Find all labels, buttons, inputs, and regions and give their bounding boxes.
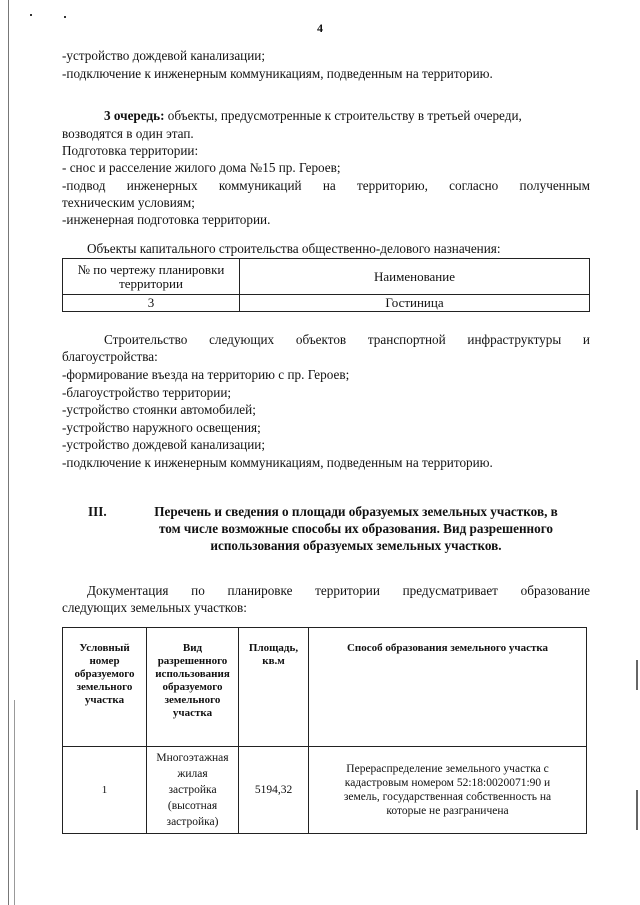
header-cell: Вид разрешенного использования образуемого земельного участка: [147, 628, 239, 747]
list-item: -устройство стоянки автомобилей;: [62, 402, 256, 417]
scan-edge-right: [636, 790, 638, 830]
table-capital-objects: [62, 258, 590, 312]
table-cell: 3: [63, 295, 240, 312]
scan-dot: [64, 16, 66, 18]
table-cell: 5194,32: [239, 747, 309, 834]
table-cell: Гостиница: [240, 295, 590, 312]
scan-edge-left-lower: [14, 700, 15, 905]
heading-line: Перечень и сведения о площади образуемых земельных участков, в: [154, 504, 558, 519]
header-cell: Наименование: [240, 259, 590, 295]
heading-line: использования образуемых земельных участков.: [210, 538, 502, 553]
table-row: [63, 295, 590, 312]
list-item: - снос и расселение жилого дома №15 пр. Героев;: [62, 160, 341, 175]
section-numeral: III.: [88, 504, 107, 519]
text-line-justified: Строительство следующих объектов транспортной инфраструктуры и: [104, 332, 590, 347]
list-item: -подключение к инженерным коммуникациям, подведенным на территорию.: [62, 455, 493, 470]
text-line-justified: Документация по планировке территории предусматривает образование: [87, 583, 590, 598]
table-row: [63, 747, 587, 834]
table1-caption: Объекты капитального строительства общественно-делового назначения:: [87, 241, 501, 256]
table-land-plots: [62, 627, 587, 834]
list-item: -формирование въезда на территорию с пр. Героев;: [62, 367, 350, 382]
header-cell: № по чертежу планировки территории: [63, 259, 240, 295]
list-item: техническим условиям;: [62, 195, 195, 210]
scan-dot: [30, 14, 32, 16]
list-item: -устройство дождевой канализации;: [62, 437, 266, 452]
page-number: 4: [317, 21, 323, 35]
stage3-line: [104, 108, 590, 124]
table-header-row: [63, 628, 587, 747]
stage3-text: объекты, предусмотренные к строительству в третьей очереди,: [164, 108, 522, 123]
text-line: -подключение к инженерным коммуникациям, подведенным на территорию.: [62, 66, 493, 81]
heading-line: том числе возможные способы их образования. Вид разрешенного: [158, 521, 553, 536]
scan-edge-right: [636, 660, 638, 690]
prep-title: Подготовка территории:: [62, 143, 199, 158]
header-cell: Условный номер образуемого земельного участка: [63, 628, 147, 747]
text-line: следующих земельных участков:: [62, 600, 247, 615]
table-cell: 1: [63, 747, 147, 834]
table-cell: Многоэтажная жилая застройка (высотная застройка): [147, 747, 239, 834]
header-cell: Способ образования земельного участка: [309, 628, 587, 747]
list-item: -устройство наружного освещения;: [62, 420, 261, 435]
stage3-label: 3 очередь:: [104, 108, 165, 123]
table-header-row: [63, 259, 590, 295]
scan-edge-left: [8, 0, 9, 905]
text-line: благоустройства:: [62, 349, 158, 364]
text-line: -устройство дождевой канализации;: [62, 48, 266, 63]
text-line: возводятся в один этап.: [62, 126, 194, 141]
table-cell: Перераспределение земельного участка с кадастровым номером 52:18:0020071:90 и земель, государственная собственность на которые не разграничена: [309, 747, 587, 834]
list-item: -благоустройство территории;: [62, 385, 232, 400]
list-item: -инженерная подготовка территории.: [62, 212, 271, 227]
header-cell: Площадь, кв.м: [239, 628, 309, 747]
list-item: -подвод инженерных коммуникаций на территорию, согласно полученным: [62, 178, 590, 193]
